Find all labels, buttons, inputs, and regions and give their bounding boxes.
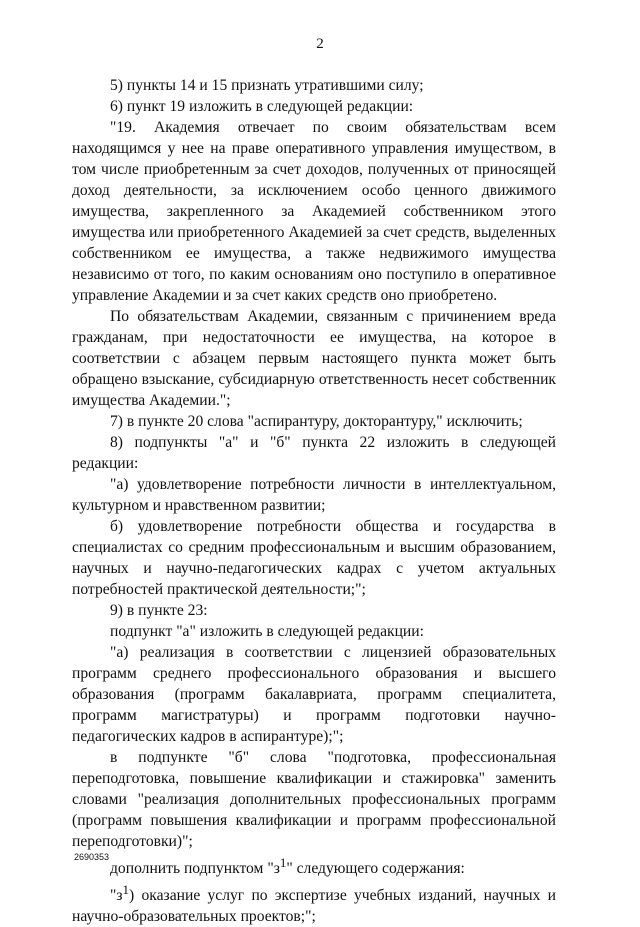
paragraph-item-8: 8) подпункты "а" и "б" пункта 22 изложить в следующей редакции: (72, 434, 556, 472)
paragraph-subitem-b-replace: в подпункте "б" слова "подготовка, профессиональная переподготовка, повышение квалификации и стажировка" заменить словами "реализация дополнительных профессиональных программ (программ повышения квалификации и программ профессиональной переподготовки)"; (72, 749, 556, 850)
paragraph-subitem-z1-text (72, 879, 556, 927)
paragraph-item-9: 9) в пункте 23: (110, 602, 208, 619)
text-segment: " следующего содержания: (286, 860, 465, 878)
paragraph-subitem-a-text: "а) реализация в соответствии с лицензией образовательных программ среднего профессионального образования и высшего образования (программ бакалавриата, программ специалитета, программ магистратуры) и программ подготовки научно-педагогических кадров в аспирантуре);"; (72, 644, 556, 745)
document-body (72, 75, 556, 927)
paragraph-item-7: 7) в пункте 20 слова "аспирантуру, докторантуру," исключить; (110, 413, 523, 430)
superscript: 1 (279, 855, 287, 870)
paragraph-subitem-a-intro: подпункт "а" изложить в следующей редакции: (110, 623, 424, 640)
paragraph-obligations: По обязательствам Академии, связанным с причинением вреда гражданам, при недостаточности ее имущества, на которое в соответствии с абзацем первым настоящего пункта может быть обращено взыскание, субсидиарную ответственность несет собственник имущества Академии."; (72, 308, 556, 409)
paragraph-item-6: 6) пункт 19 изложить в следующей редакции: (110, 98, 414, 115)
paragraph-subitem-b: б) удовлетворение потребности общества и государства в специалистах со средним профессиональным и высшим образованием, научных и научно-педагогических кадрах с учетом актуальных потребностей практической деятельности;"; (72, 518, 556, 598)
paragraph-subitem-a: "а) удовлетворение потребности личности в интеллектуальном, культурном и нравственном развитии; (72, 476, 556, 514)
paragraph-point-19: "19. Академия отвечает по своим обязательствам всем находящимся у нее на праве оперативного управления имуществом, в том числе приобретенным за счет доходов, полученных от приносящей доход деятельности, за исключением особо ценного движимого имущества, закрепленного за Академией собственником этого имущества или приобретенного Академией за счет средств, выделенных собственником ее имущества, а также недвижимого имущества независимо от того, по каким основаниям оно поступило в оперативное управление Академии и за счет каких средств оно приобретено. (72, 119, 556, 304)
text-segment: дополнить подпунктом "з (110, 860, 280, 878)
superscript: 1 (122, 882, 130, 898)
text-segment: ) оказание услуг по экспертизе учебных изданий, научных и научно-образовательных проектов;"; (72, 887, 556, 926)
document-code: 2690353 (74, 852, 110, 862)
paragraph-item-5: 5) пункты 14 и 15 признать утратившими силу; (110, 77, 424, 94)
page-number: 2 (316, 36, 324, 52)
text-segment: "з (110, 887, 123, 905)
paragraph-add-subitem-z1 (72, 852, 556, 879)
